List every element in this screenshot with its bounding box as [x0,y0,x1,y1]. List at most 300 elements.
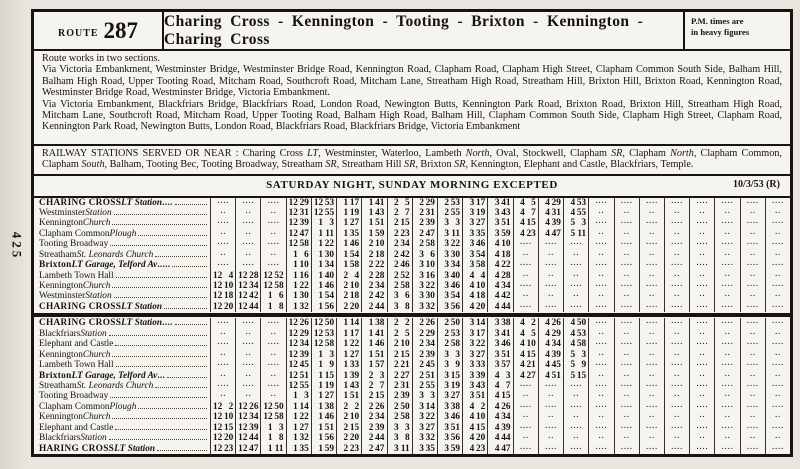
no-service-cell: ···· [639,318,664,328]
no-service-cell: ·· [588,271,613,281]
stop-label [34,291,210,301]
time-minute: 46 [476,239,486,250]
no-service-cell: ···· [210,339,235,349]
no-service-cell: ·· [235,350,260,360]
time-cell [462,302,487,312]
text-segment: Plough [109,228,137,239]
time-cell [487,444,512,454]
table-row [34,391,790,401]
time-hour: 4 [469,401,475,412]
time-hour: 4 [520,339,525,350]
time-hour: 4 [494,239,500,250]
no-service-cell: ·· [588,229,613,239]
no-service-cell: ···· [588,239,613,249]
time-hour: 12 [263,281,273,291]
time-minute: 54 [349,249,360,260]
time-cell [387,250,412,260]
no-service-cell: ·· [588,433,613,443]
time-minute: 29 [425,328,435,339]
time-cell [336,350,361,360]
time-cell [286,433,311,443]
text-segment: Clapham Common [39,401,110,412]
time-cell [286,271,311,281]
text-segment: Station [80,433,107,444]
time-cell [210,302,235,312]
time-hour: 3 [444,433,450,444]
no-service-cell: ·· [614,229,639,239]
stop-label [34,318,210,328]
time-minute: 53 [450,328,461,339]
time-hour: 3 [469,239,475,250]
time-hour: 12 [288,239,298,250]
text-segment: LT Garage, Telford Av [71,260,158,271]
no-service-cell: ·· [740,229,765,239]
dotted-leader [175,324,207,325]
time-hour: 2 [368,422,374,433]
no-service-cell: ·· [260,391,285,401]
dotted-leader [155,387,207,388]
time-hour: 2 [368,291,374,302]
time-cell [487,218,512,228]
time-cell [538,339,563,349]
time-hour: 1 [343,318,349,329]
table-row [34,291,790,301]
time-hour: 1 [293,412,298,423]
text-segment: SR [404,159,416,171]
time-hour: 1 [293,291,298,302]
time-cell [336,329,361,339]
time-cell [412,350,437,360]
time-hour: 12 [238,443,248,454]
time-hour: 12 [288,197,298,208]
time-hour: 2 [419,370,424,381]
text-segment: Church [82,349,111,360]
time-cell [336,302,361,312]
time-hour: 2 [393,270,399,281]
time-cell [437,433,462,443]
time-minute: 39 [425,349,435,360]
time-hour: 1 [318,401,323,412]
no-service-cell: ···· [513,381,538,391]
time-hour: 4 [494,443,500,454]
time-cell [336,291,361,301]
no-service-cell: ···· [614,218,639,228]
time-hour: 12 [238,422,248,433]
text-segment: Blackfriars [39,433,81,444]
time-cell [361,229,386,239]
time-hour: 3 [469,339,475,350]
text-segment: Westminster [39,207,86,218]
time-cell [260,412,285,422]
no-service-cell: ·· [639,229,664,239]
time-cell [487,318,512,328]
time-minute: 55 [576,207,587,218]
time-minute: 17 [476,197,486,208]
table-row [34,360,790,370]
text-segment: Blackfriars [39,328,81,339]
time-hour: 1 [267,301,273,312]
time-cell [412,433,437,443]
no-service-cell: ···· [260,239,285,249]
text-segment: RAILWAY STATIONS SERVED OR NEAR : Charing Cross [42,148,308,160]
time-cell [361,412,386,422]
time-minute: 29 [299,197,309,208]
no-service-cell: ·· [235,329,260,339]
time-hour: 2 [368,239,374,250]
time-hour: 2 [368,270,374,281]
time-hour: 3 [444,301,450,312]
time-hour: 3 [419,270,424,281]
time-minute: 20 [223,301,234,312]
no-service-cell: ·· [588,350,613,360]
time-cell [437,229,462,239]
time-hour: 2 [393,318,399,329]
time-hour: 1 [293,443,298,454]
time-cell [563,360,588,370]
time-hour: 3 [419,291,424,302]
no-service-cell: ···· [513,239,538,249]
time-cell [311,423,336,433]
no-service-cell: ···· [765,381,790,391]
time-cell [361,339,386,349]
time-hour: 3 [419,391,424,402]
time-hour: 4 [545,218,550,229]
time-hour: 2 [393,228,399,239]
time-hour: 12 [238,301,248,312]
time-cell [260,423,285,433]
dotted-leader [109,439,207,440]
stop-label [34,260,210,270]
time-minute: 32 [299,433,309,444]
time-hour: 3 [444,291,450,302]
time-minute: 26 [551,318,561,329]
time-minute: 3 [455,218,461,229]
time-cell [210,271,235,281]
no-service-cell: ···· [614,318,639,328]
time-minute: 58 [476,260,486,271]
time-hour: 1 [343,339,349,350]
time-cell [437,350,462,360]
no-service-cell: ···· [563,281,588,291]
text-segment: , Streatham Hill [336,159,404,171]
time-minute: 11 [400,443,410,454]
no-service-cell: ·· [538,391,563,401]
no-service-cell: ·· [765,433,790,443]
no-service-cell: ·· [260,371,285,381]
time-hour: 1 [318,301,323,312]
time-cell [311,208,336,218]
time-minute: 42 [249,291,259,302]
time-cell [361,218,386,228]
time-minute: 56 [324,301,334,312]
time-cell [387,423,412,433]
time-cell [437,402,462,412]
text-segment: HARING CROSS [39,443,115,454]
no-service-cell: ·· [714,371,739,381]
time-hour: 12 [238,433,248,444]
time-cell [286,281,311,291]
time-cell [260,271,285,281]
time-hour: 4 [469,270,475,281]
no-service-cell: ···· [765,218,790,228]
time-hour: 4 [545,328,550,339]
time-cell [412,229,437,239]
no-service-cell: ···· [714,239,739,249]
no-service-cell: ···· [714,339,739,349]
time-hour: 1 [343,380,349,391]
no-service-cell: ···· [513,302,538,312]
time-cell [311,433,336,443]
time-cell [286,208,311,218]
time-minute: 53 [576,197,587,208]
time-minute: 27 [425,422,435,433]
no-service-cell: ···· [664,218,689,228]
time-cell [487,260,512,270]
time-cell [210,402,235,412]
no-service-cell: ···· [740,318,765,328]
time-minute: 30 [425,291,435,302]
time-hour: 3 [494,360,500,371]
time-cell [538,329,563,339]
time-minute: 59 [375,228,385,239]
time-hour: 4 [469,281,475,291]
time-cell [361,291,386,301]
no-service-cell: ·· [614,208,639,218]
time-hour: 3 [494,318,500,329]
time-hour: 12 [313,318,324,329]
time-hour: 4 [520,349,525,360]
time-cell [286,239,311,249]
no-service-cell: ···· [765,444,790,454]
time-cell [487,198,512,208]
time-hour: 2 [419,318,424,329]
time-hour: 12 [238,270,248,281]
time-hour: 1 [343,228,349,239]
time-minute: 30 [324,249,334,260]
time-minute: 46 [450,412,461,423]
no-service-cell: ···· [538,281,563,291]
time-cell [437,444,462,454]
time-hour: 4 [494,401,500,412]
time-minute: 19 [324,380,334,391]
time-hour: 5 [570,349,576,360]
no-service-cell: ·· [210,208,235,218]
table-row [34,381,790,391]
no-service-cell: ·· [740,271,765,281]
text-segment: Kennington [39,349,83,360]
time-cell [336,339,361,349]
no-service-cell: ···· [588,318,613,328]
time-cell [387,271,412,281]
no-service-cell: ·· [765,412,790,422]
time-hour: 4 [520,370,525,381]
no-service-cell: ···· [689,381,714,391]
time-minute: 23 [476,443,486,454]
time-minute: 29 [551,328,561,339]
table-row [34,239,790,249]
time-hour: 3 [469,207,475,218]
time-hour: 2 [444,328,450,339]
time-cell [437,371,462,381]
time-cell [311,229,336,239]
time-hour: 3 [419,433,424,444]
time-cell [412,291,437,301]
time-minute: 43 [375,207,385,218]
time-minute: 39 [349,370,360,381]
time-hour: 12 [288,360,298,371]
time-cell [462,271,487,281]
time-cell [286,402,311,412]
time-cell [286,412,311,422]
time-cell [437,302,462,312]
time-minute: 10 [425,260,435,271]
time-hour: 3 [494,339,500,350]
time-hour: 5 [570,228,576,239]
stop-label [34,371,210,381]
time-minute: 50 [274,401,284,412]
time-cell [311,412,336,422]
time-cell [361,391,386,401]
no-service-cell: ···· [588,281,613,291]
time-cell [538,360,563,370]
time-hour: 1 [293,422,298,433]
no-service-cell: ···· [210,360,235,370]
no-service-cell: ···· [740,339,765,349]
no-service-cell: ·· [714,250,739,260]
no-service-cell: ···· [689,444,714,454]
time-cell [487,360,512,370]
no-service-cell: ·· [765,250,790,260]
time-minute: 17 [476,328,486,339]
stop-label [34,198,210,208]
time-minute: 22 [476,339,486,350]
no-service-cell: ·· [639,412,664,422]
time-cell [437,239,462,249]
time-cell [286,423,311,433]
time-minute: 20 [223,433,234,444]
time-minute: 58 [400,281,410,291]
no-service-cell: ···· [714,444,739,454]
time-cell [487,329,512,339]
time-minute: 22 [299,281,309,291]
time-hour: 1 [343,360,349,371]
no-service-cell: ···· [664,339,689,349]
pm-note-line2: in heavy figures [691,26,750,37]
time-cell [563,339,588,349]
time-hour: 1 [318,360,323,371]
time-cell [286,291,311,301]
time-minute: 10 [223,281,234,291]
time-minute: 15 [324,370,334,381]
time-minute: 27 [299,422,309,433]
time-minute: 51 [375,218,385,229]
time-hour: 3 [469,249,475,260]
time-cell [412,360,437,370]
time-cell [387,281,412,291]
no-service-cell: ·· [714,229,739,239]
time-minute: 53 [576,328,587,339]
time-cell [286,329,311,339]
time-minute: 32 [425,433,435,444]
no-service-cell: ·· [664,329,689,339]
time-minute: 52 [274,270,284,281]
time-cell [462,391,487,401]
time-hour: 4 [545,339,550,350]
time-hour: 1 [318,218,323,229]
no-service-cell: ···· [689,339,714,349]
time-hour: 4 [494,422,500,433]
time-cell [563,371,588,381]
time-minute: 10 [526,339,536,350]
time-minute: 41 [375,197,385,208]
time-cell [260,291,285,301]
time-cell [311,402,336,412]
time-hour: 2 [419,239,424,250]
time-minute: 44 [375,301,385,312]
no-service-cell: ·· [740,412,765,422]
time-hour: 4 [494,249,500,260]
text-segment: Station [85,291,112,302]
time-hour: 1 [293,391,298,402]
time-minute: 10 [375,239,385,250]
time-minute: 43 [501,207,511,218]
time-cell [311,260,336,270]
time-cell [563,218,588,228]
time-minute: 16 [425,270,435,281]
time-hour: 1 [293,260,298,271]
time-minute: 44 [375,433,385,444]
time-minute: 20 [349,301,360,312]
no-service-cell: ·· [639,433,664,443]
text-segment: ..... [157,260,171,271]
no-service-cell: ···· [740,402,765,412]
time-minute: 26 [375,401,385,412]
text-segment: SR [454,159,466,171]
no-service-cell: ···· [639,281,664,291]
time-cell [260,281,285,291]
no-service-cell: ···· [210,260,235,270]
time-cell [462,291,487,301]
table-row [34,329,790,339]
time-hour: 12 [288,207,298,218]
time-minute: 51 [501,349,511,360]
text-segment: Tooting Broadway [39,239,109,250]
no-service-cell: ···· [210,318,235,328]
time-cell [437,281,462,291]
time-cell [487,250,512,260]
time-cell [311,239,336,249]
time-minute: 31 [551,207,561,218]
text-segment: Lambeth Town Hall [39,270,114,281]
time-cell [462,412,487,422]
time-hour: 3 [444,412,450,423]
no-service-cell: ···· [740,281,765,291]
no-service-cell: ···· [639,381,664,391]
no-service-cell: ···· [513,260,538,270]
time-hour: 1 [343,328,349,339]
time-cell [387,260,412,270]
no-service-cell: ···· [563,260,588,270]
time-cell [361,302,386,312]
stop-label [34,218,210,228]
no-service-cell: ·· [210,371,235,381]
time-minute: 7 [505,380,511,391]
time-cell [361,444,386,454]
time-hour: 12 [212,281,223,291]
time-minute: 29 [425,197,435,208]
table-row [34,218,790,228]
time-minute: 4 [228,270,234,281]
